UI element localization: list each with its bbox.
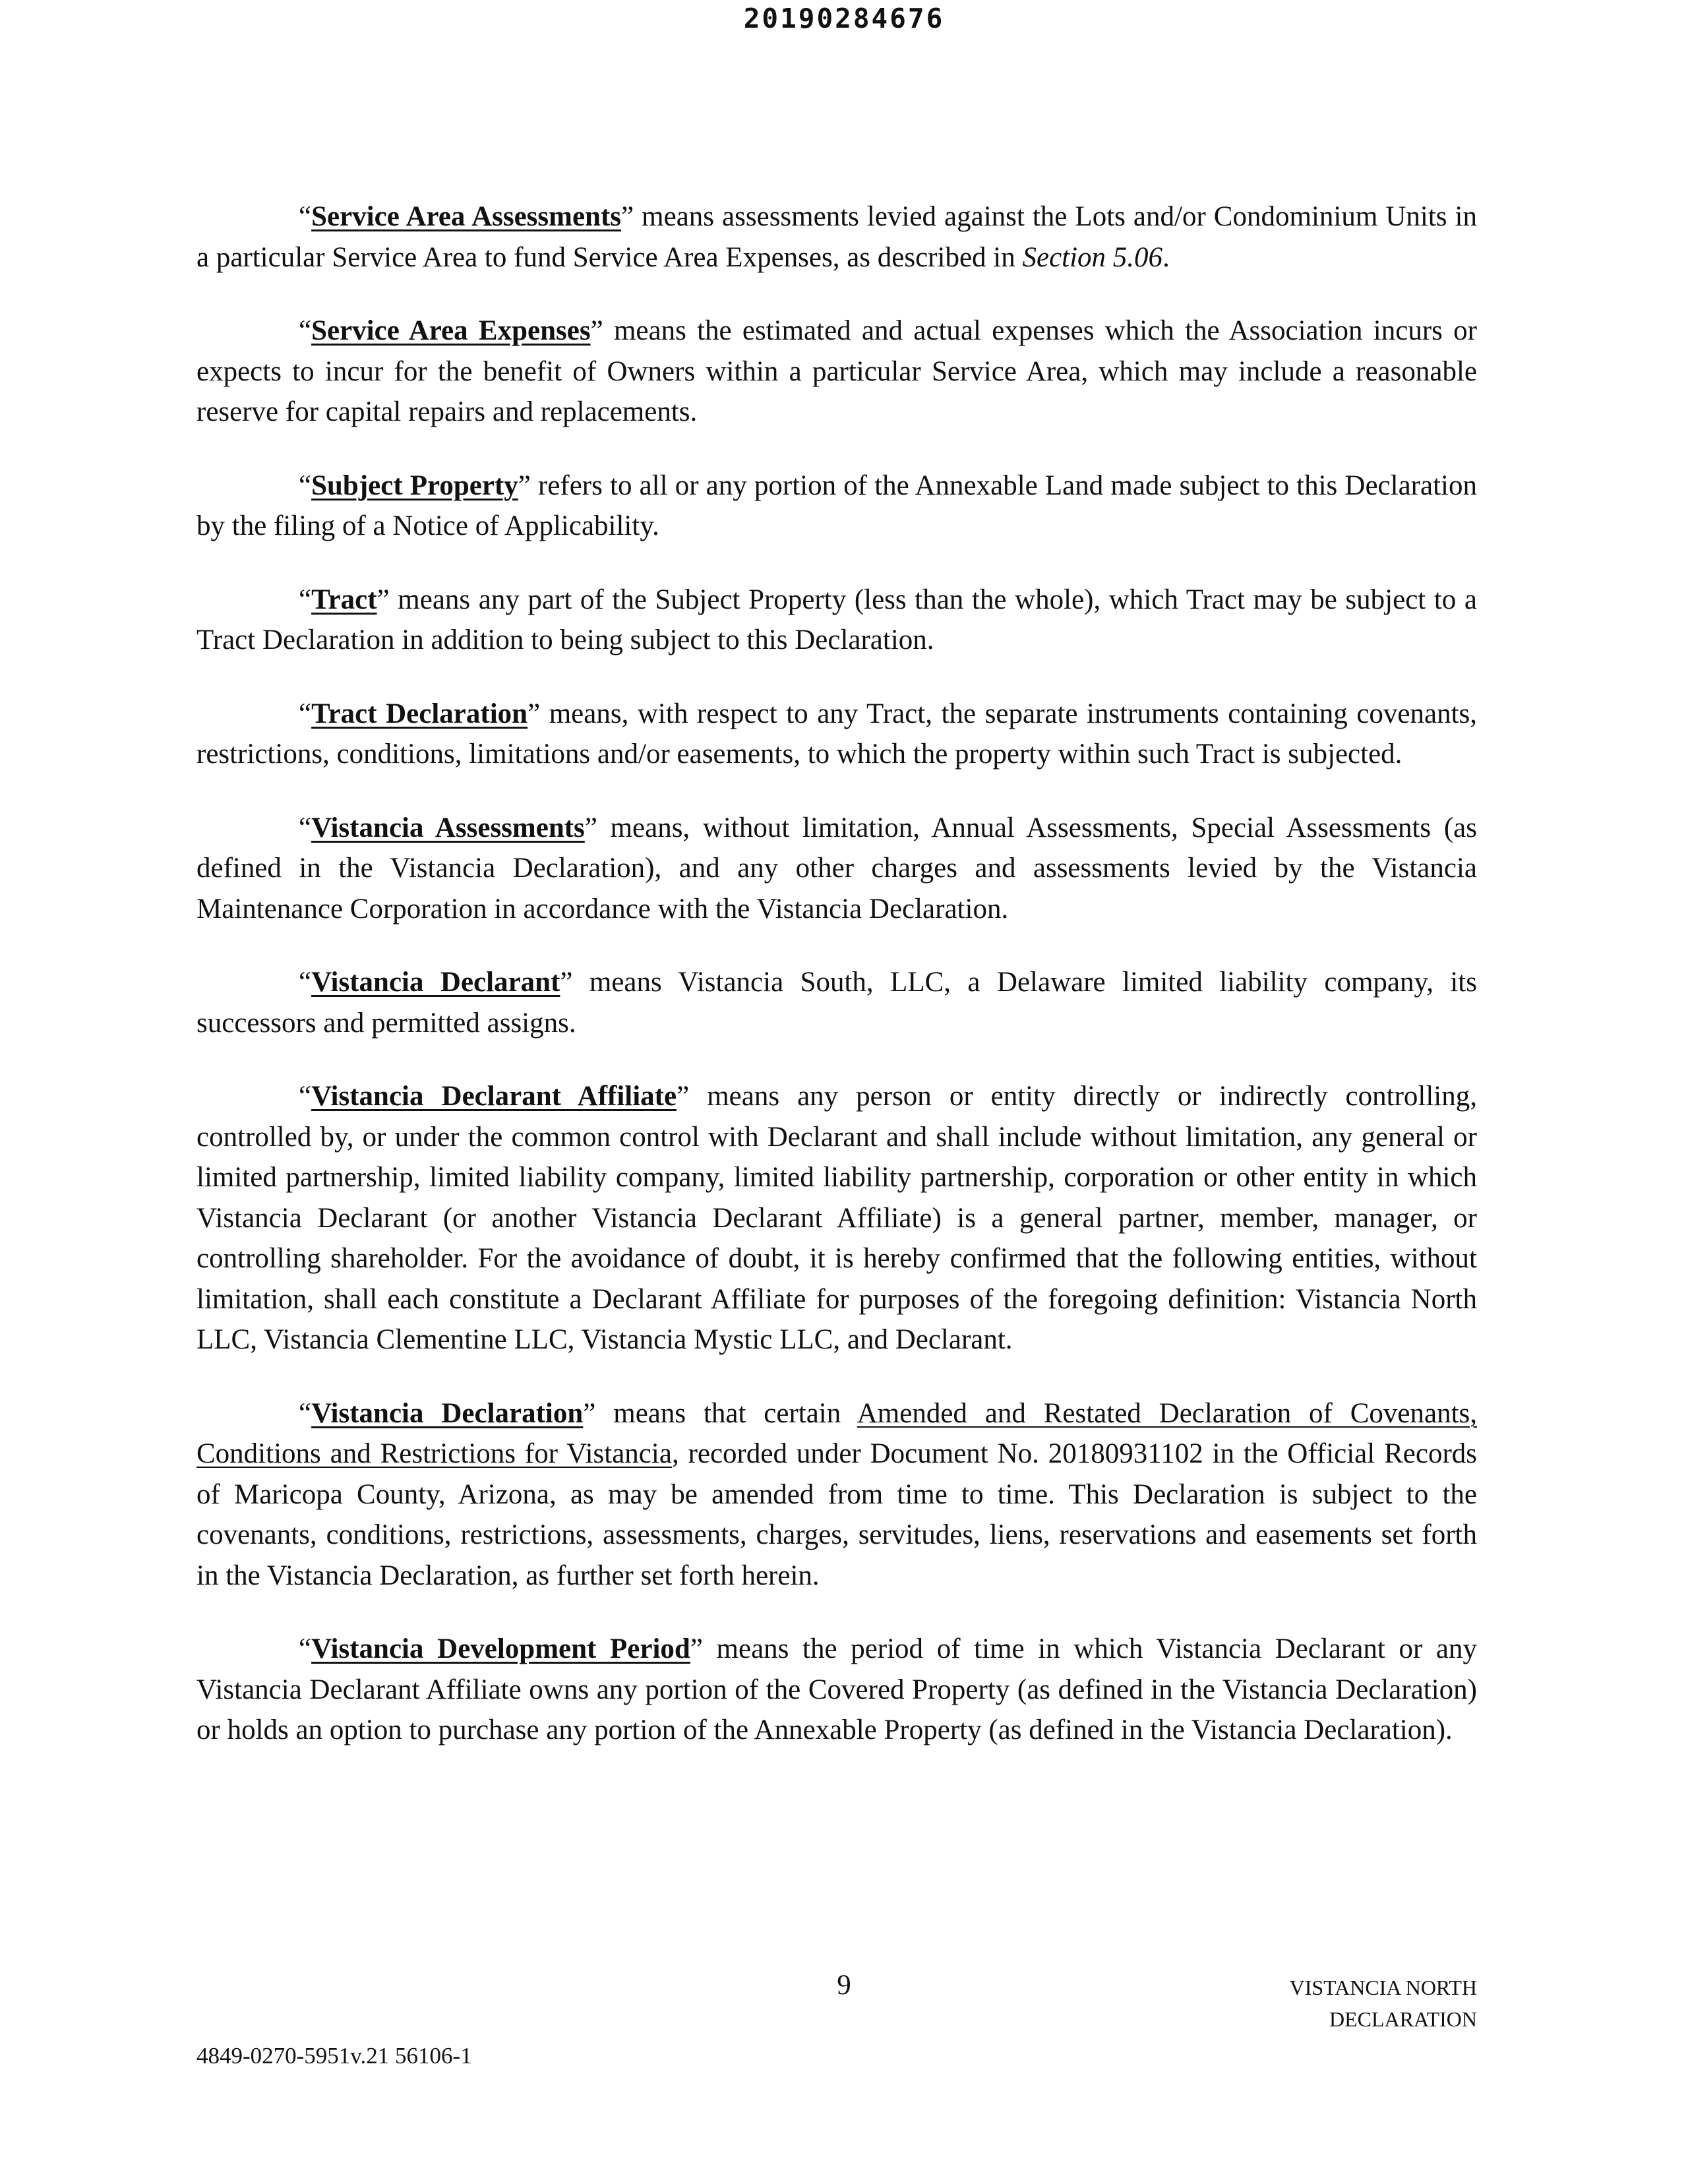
- definition-paragraph: “Subject Property” refers to all or any portion of the Annexable Land made subject to this Declaration by the filing of a Notice of Applicability.: [196, 470, 1477, 541]
- footer-title-line: VISTANCIA NORTH: [1289, 1976, 1477, 1999]
- footer-document-id: 4849-0270-5951v.21 56106-1: [196, 2043, 472, 2069]
- defined-term: Tract Declaration: [311, 698, 528, 729]
- definitions-body: [196, 197, 1477, 1784]
- page-number: 9: [837, 1970, 851, 2001]
- definition-paragraph: “Vistancia Declaration” means that certain Amended and Restated Declaration of Covenants, Conditions and Restrictions for Vistancia, recorded under Document No. 20180931102 in the Official Records of Maricopa County, Arizona, as may be amended from time to time. This Declaration is subject to the covenants, conditions, restrictions, assessments, charges, servitudes, liens, reservations and easements set forth in the Vistancia Declaration, as further set forth herein.: [196, 1397, 1478, 1591]
- defined-term: Vistancia Declaration: [311, 1397, 584, 1429]
- definition-paragraph: “Vistancia Declarant Affiliate” means any person or entity directly or indirectly controlling, controlled by, or under the common control with Declarant and shall include without limitation, any general or limited partnership, limited liability company, limited liability partnership, corporation or other entity in which Vistancia Declarant (or another Vistancia Declarant Affiliate) is a general partner, member, manager, or controlling shareholder. For the avoidance of doubt, it is hereby confirmed that the following entities, without limitation, shall each constitute a Declarant Affiliate for purposes of the foregoing definition: Vistancia North LLC, Vistancia Clementine LLC, Vistancia Mystic LLC, and Declarant.: [196, 1081, 1477, 1355]
- definition-paragraph: “Vistancia Assessments” means, without limitation, Annual Assessments, Special Assessments (as defined in the Vistancia Declaration), and any other charges and assessments levied by the Vistancia Maintenance Corporation in accordance with the Vistancia Declaration.: [196, 812, 1477, 925]
- defined-term: Vistancia Declarant Affiliate: [311, 1081, 677, 1112]
- document-number: 20190284676: [743, 3, 945, 34]
- definition-paragraph: “Service Area Assessments” means assessments levied against the Lots and/or Condominium Units in a particular Service Area to fund Service Area Expenses, as described in Section 5.06.: [196, 201, 1477, 273]
- defined-term: Vistancia Development Period: [311, 1633, 690, 1664]
- definition-paragraph: “Tract Declaration” means, with respect to any Tract, the separate instruments containing covenants, restrictions, conditions, limitations and/or easements, to which the property within such Tract is subjected.: [196, 698, 1478, 770]
- definition-paragraph: “Tract” means any part of the Subject Property (less than the whole), which Tract may be subject to a Tract Declaration in addition to being subject to this Declaration.: [196, 584, 1477, 655]
- defined-term: Subject Property: [311, 470, 518, 501]
- defined-term: Service Area Assessments: [311, 201, 622, 232]
- definition-paragraph: “Vistancia Declarant” means Vistancia South, LLC, a Delaware limited liability company, its successors and permitted assigns.: [196, 967, 1477, 1039]
- referenced-document-title: Amended and Restated Declaration of Covenants, Conditions and Restrictions for Vistancia: [196, 1397, 1478, 1469]
- defined-term: Tract: [311, 584, 377, 615]
- footer-title-line: DECLARATION: [1329, 2007, 1477, 2031]
- defined-term: Service Area Expenses: [311, 315, 591, 346]
- defined-term: Vistancia Assessments: [311, 812, 585, 843]
- definition-paragraph: “Vistancia Development Period” means the period of time in which Vistancia Declarant or any Vistancia Declarant Affiliate owns any portion of the Covered Property (as defined in the Vistancia Declaration) or holds an option to purchase any portion of the Annexable Property (as defined in the Vistancia Declaration).: [196, 1633, 1477, 1745]
- defined-term: Vistancia Declarant: [311, 967, 560, 998]
- footer-document-title: [1290, 1972, 1477, 2035]
- definition-paragraph: “Service Area Expenses” means the estimated and actual expenses which the Association incurs or expects to incur for the benefit of Owners within a particular Service Area, which may include a reasonable reserve for capital repairs and replacements.: [196, 315, 1477, 427]
- section-reference: Section 5.06: [1022, 241, 1163, 273]
